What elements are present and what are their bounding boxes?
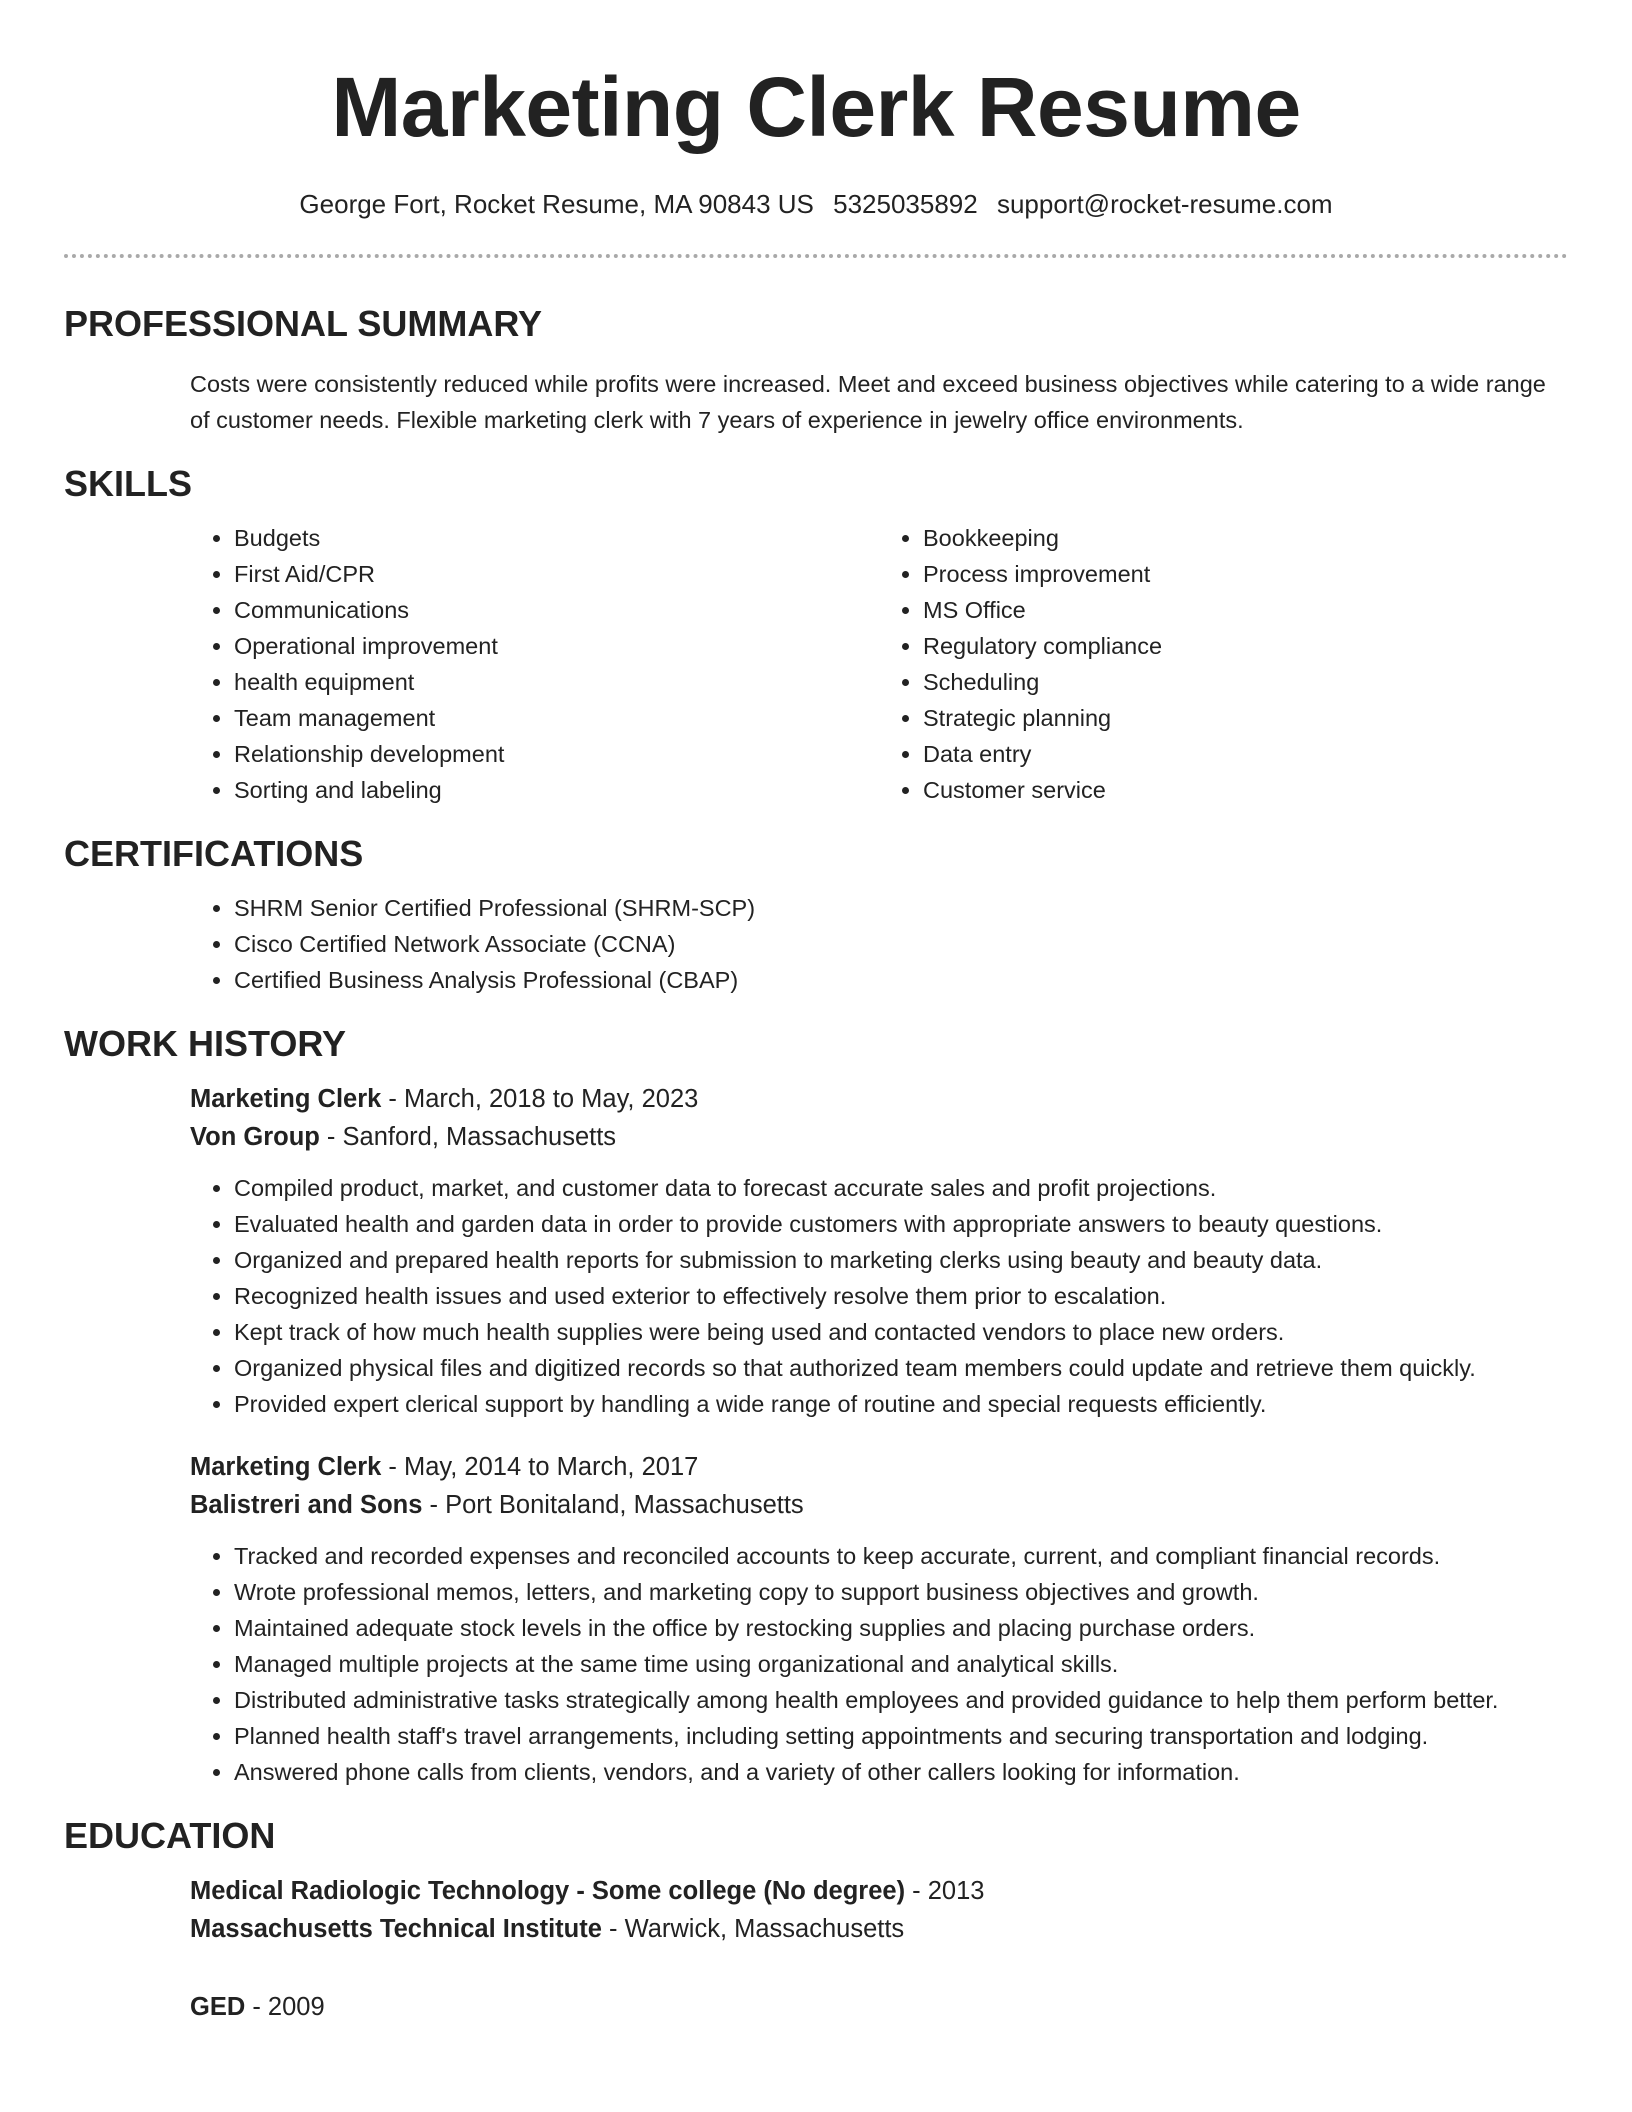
job-bullet: • Compiled product, market, and customer data to forecast accurate sales and profit projections. (234, 1170, 1568, 1206)
job-company-line (190, 1486, 1568, 1524)
header-divider (64, 254, 1568, 258)
skills-grid (190, 520, 1568, 808)
job-bullet: • Tracked and recorded expenses and reconciled accounts to keep accurate, current, and compliant financial records. (234, 1538, 1568, 1574)
summary-text: Costs were consistently reduced while profits were increased. Meet and exceed business objectives while catering to a wide range of customer needs. Flexible marketing clerk with 7 years of experience in jewelry office environments. (190, 371, 1546, 433)
skill-item: • health equipment (234, 664, 879, 700)
skill-item: • Scheduling (923, 664, 1568, 700)
skill-item: • Data entry (923, 736, 1568, 772)
job-bullet: • Provided expert clerical support by handling a wide range of routine and special requests efficiently. (234, 1386, 1568, 1422)
skill-item: • Customer service (923, 772, 1568, 808)
job-title-line (190, 1080, 1568, 1118)
job-location: - Sanford, Massachusetts (319, 1123, 617, 1151)
job-bullet: • Maintained adequate stock levels in the office by restocking supplies and placing purchase orders. (234, 1610, 1568, 1646)
job-bullet: • Recognized health issues and used exterior to effectively resolve them prior to escalation. (234, 1278, 1568, 1314)
job-bullet: • Kept track of how much health supplies were being used and contacted vendors to place new orders. (234, 1314, 1568, 1350)
education-entry (190, 1872, 1568, 1948)
education-location: - Warwick, Massachusetts (601, 1915, 905, 1943)
job-bullet: • Wrote professional memos, letters, and marketing copy to support business objectives and growth. (234, 1574, 1568, 1610)
education-year: - 2009 (245, 1993, 325, 2021)
skill-item: • MS Office (923, 592, 1568, 628)
skill-item: • Sorting and labeling (234, 772, 879, 808)
certifications-heading: CERTIFICATIONS (64, 833, 364, 874)
skill-item: • Relationship development (234, 736, 879, 772)
contact-line (64, 186, 1568, 222)
job-bullets (190, 1538, 1568, 1790)
skill-item: • Process improvement (923, 556, 1568, 592)
job-bullets (190, 1170, 1568, 1422)
contact-email: support@rocket-resume.com (996, 189, 1333, 219)
job-location: - Port Bonitaland, Massachusetts (422, 1491, 804, 1519)
certifications-list (190, 890, 1568, 998)
education-entry (190, 1988, 1568, 2026)
job-bullet: • Managed multiple projects at the same time using organizational and analytical skills. (234, 1646, 1568, 1682)
job-bullet: • Organized and prepared health reports for submission to marketing clerks using beauty and beauty data. (234, 1242, 1568, 1278)
education-degree: Medical Radiologic Technology - Some college (No degree) (190, 1877, 906, 1905)
job-company: Von Group (190, 1123, 320, 1151)
education-school-line (190, 1910, 1568, 1948)
skills-list-right (879, 520, 1568, 808)
skill-item: • Bookkeeping (923, 520, 1568, 556)
job-bullet: • Planned health staff's travel arrangements, including setting appointments and securing transportation and lodging. (234, 1718, 1568, 1754)
skill-item: • Budgets (234, 520, 879, 556)
job-bullet: • Organized physical files and digitized records so that authorized team members could update and retrieve them quickly. (234, 1350, 1568, 1386)
job-title-line (190, 1448, 1568, 1486)
education-degree: GED (190, 1993, 246, 2021)
education-degree-line (190, 1988, 1568, 2026)
education-heading: EDUCATION (64, 1815, 276, 1856)
job-company: Balistreri and Sons (190, 1491, 423, 1519)
resume-title: Marketing Clerk Resume (331, 60, 1301, 154)
education-degree-line (190, 1872, 1568, 1910)
contact-phone: 5325035892 (833, 189, 978, 219)
skills-heading: SKILLS (64, 463, 193, 504)
skill-item: • Communications (234, 592, 879, 628)
job-entry (190, 1080, 1568, 1422)
job-dates: - March, 2018 to May, 2023 (381, 1085, 699, 1113)
skill-item: • First Aid/CPR (234, 556, 879, 592)
skill-item: • Team management (234, 700, 879, 736)
job-title: Marketing Clerk (190, 1453, 382, 1481)
job-bullet: • Distributed administrative tasks strategically among health employees and provided guidance to help them perform better. (234, 1682, 1568, 1718)
job-bullet: • Evaluated health and garden data in order to provide customers with appropriate answers to beauty questions. (234, 1206, 1568, 1242)
job-title: Marketing Clerk (190, 1085, 382, 1113)
job-company-line (190, 1118, 1568, 1156)
contact-address: George Fort, Rocket Resume, MA 90843 US (299, 189, 814, 219)
skills-list-left (190, 520, 879, 808)
job-entry (190, 1448, 1568, 1790)
summary-heading: PROFESSIONAL SUMMARY (64, 303, 543, 344)
certifications-block (190, 890, 1568, 998)
certification-item: • Certified Business Analysis Professional (CBAP) (234, 962, 1568, 998)
skill-item: • Regulatory compliance (923, 628, 1568, 664)
education-school: Massachusetts Technical Institute (190, 1915, 602, 1943)
job-dates: - May, 2014 to March, 2017 (381, 1453, 699, 1481)
job-bullet: • Answered phone calls from clients, vendors, and a variety of other callers looking for information. (234, 1754, 1568, 1790)
skill-item: • Operational improvement (234, 628, 879, 664)
certification-item: • SHRM Senior Certified Professional (SHRM-SCP) (234, 890, 1568, 926)
work-history-heading: WORK HISTORY (64, 1023, 347, 1064)
certification-item: • Cisco Certified Network Associate (CCNA) (234, 926, 1568, 962)
skill-item: • Strategic planning (923, 700, 1568, 736)
education-year: - 2013 (905, 1877, 985, 1905)
